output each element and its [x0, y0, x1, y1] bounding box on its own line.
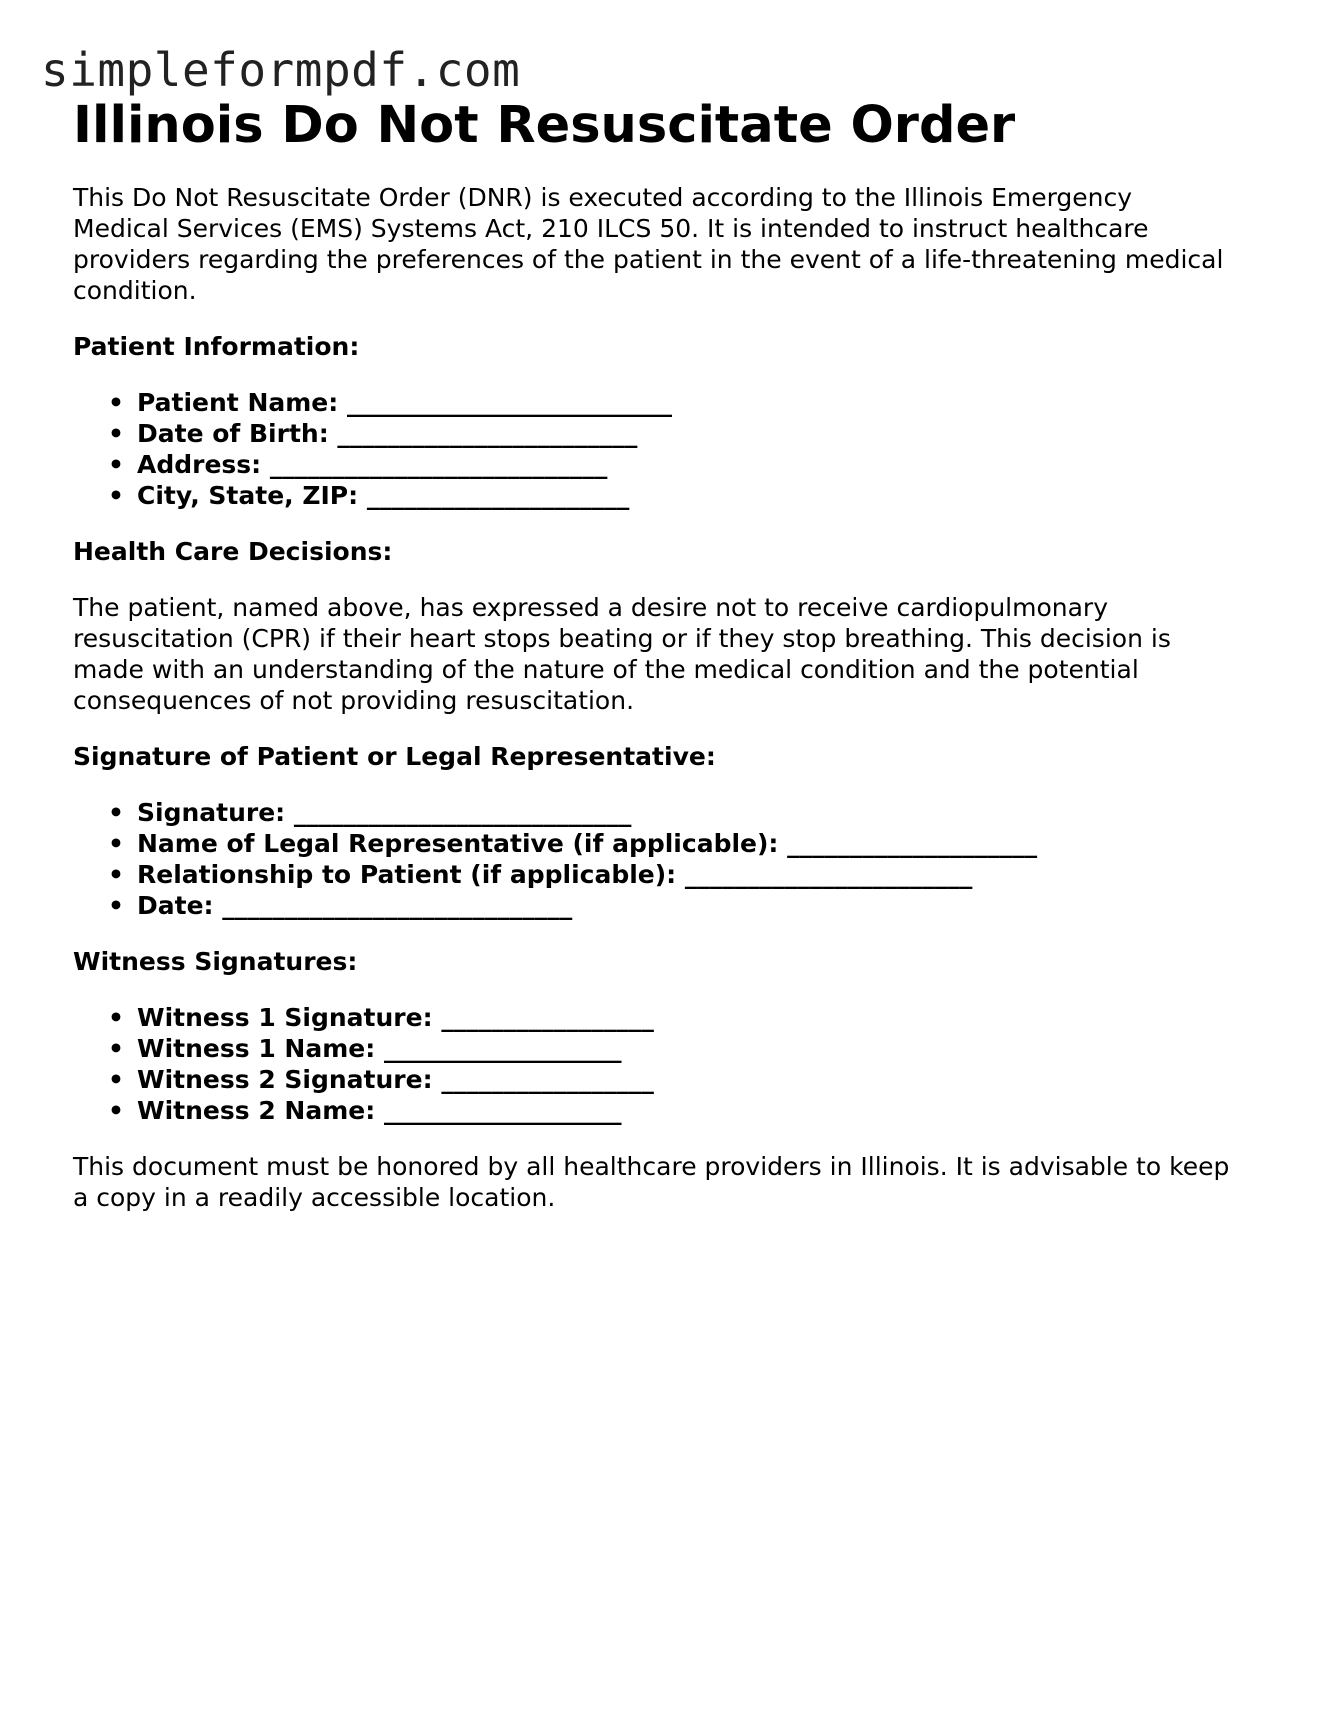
field-blank[interactable]: _______________________ — [684, 860, 973, 889]
field-label: Witness 2 Name: — [137, 1096, 376, 1125]
field-blank[interactable]: ____________________ — [787, 829, 1038, 858]
witness-1-name-field[interactable] — [137, 1033, 1233, 1064]
field-label: Patient Name: — [137, 388, 339, 417]
field-label: Witness 2 Signature: — [137, 1065, 433, 1094]
closing-paragraph: This document must be honored by all healthcare providers in Illinois. It is advisable to keep a copy in a readily accessible location. — [73, 1152, 1230, 1212]
field-label: Relationship to Patient (if applicable): — [137, 860, 677, 889]
field-label: Signature: — [137, 798, 286, 827]
health-care-paragraph: The patient, named above, has expressed a desire not to receive cardiopulmonary resuscitation (CPR) if their heart stops beating or if they stop breathing. This decision is made with an understanding of the nature of the medical condition and the potential consequences of not providing resuscitation. — [73, 593, 1171, 715]
signature-list — [73, 797, 1233, 921]
document-body — [73, 90, 1233, 1238]
date-field[interactable] — [137, 890, 1233, 921]
field-blank[interactable]: ___________________________ — [293, 798, 632, 827]
field-label: Witness 1 Signature: — [137, 1003, 433, 1032]
field-label: Name of Legal Representative (if applicable): — [137, 829, 779, 858]
field-blank[interactable]: ____________________________ — [222, 891, 573, 920]
patient-info-list — [73, 387, 1233, 511]
field-blank[interactable]: _____________________ — [366, 481, 630, 510]
legal-representative-name-field[interactable] — [137, 828, 1233, 859]
witness-2-name-field[interactable] — [137, 1095, 1233, 1126]
field-label: Date: — [137, 891, 214, 920]
field-label: Witness 1 Name: — [137, 1034, 376, 1063]
field-blank[interactable]: ___________________ — [383, 1034, 622, 1063]
field-label: City, State, ZIP: — [137, 481, 359, 510]
patient-info-heading: Patient Information: — [73, 332, 360, 361]
document-title: Illinois Do Not Resuscitate Order — [73, 96, 1016, 155]
signature-field[interactable] — [137, 797, 1233, 828]
field-blank[interactable]: ___________________ — [383, 1096, 622, 1125]
field-blank[interactable]: ___________________________ — [269, 450, 608, 479]
field-label: Date of Birth: — [137, 419, 329, 448]
witness-1-signature-field[interactable] — [137, 1002, 1233, 1033]
field-blank[interactable]: __________________________ — [346, 388, 672, 417]
field-blank[interactable]: _________________ — [441, 1065, 654, 1094]
witness-list — [73, 1002, 1233, 1126]
relationship-field[interactable] — [137, 859, 1233, 890]
patient-name-field[interactable] — [137, 387, 1233, 418]
field-label: Address: — [137, 450, 262, 479]
signature-heading: Signature of Patient or Legal Representative: — [73, 742, 716, 771]
field-blank[interactable]: ________________________ — [337, 419, 638, 448]
witness-2-signature-field[interactable] — [137, 1064, 1233, 1095]
date-of-birth-field[interactable] — [137, 418, 1233, 449]
watermark: simpleformpdf.com — [41, 43, 521, 97]
city-state-zip-field[interactable] — [137, 480, 1233, 511]
witness-heading: Witness Signatures: — [73, 947, 358, 976]
health-care-heading: Health Care Decisions: — [73, 537, 393, 566]
intro-paragraph: This Do Not Resuscitate Order (DNR) is executed according to the Illinois Emergency Medical Services (EMS) Systems Act, 210 ILCS 50. It is intended to instruct healthcare providers regarding the preferences of the patient in the event of a life-threatening medical condition. — [73, 183, 1224, 305]
field-blank[interactable]: _________________ — [441, 1003, 654, 1032]
address-field[interactable] — [137, 449, 1233, 480]
